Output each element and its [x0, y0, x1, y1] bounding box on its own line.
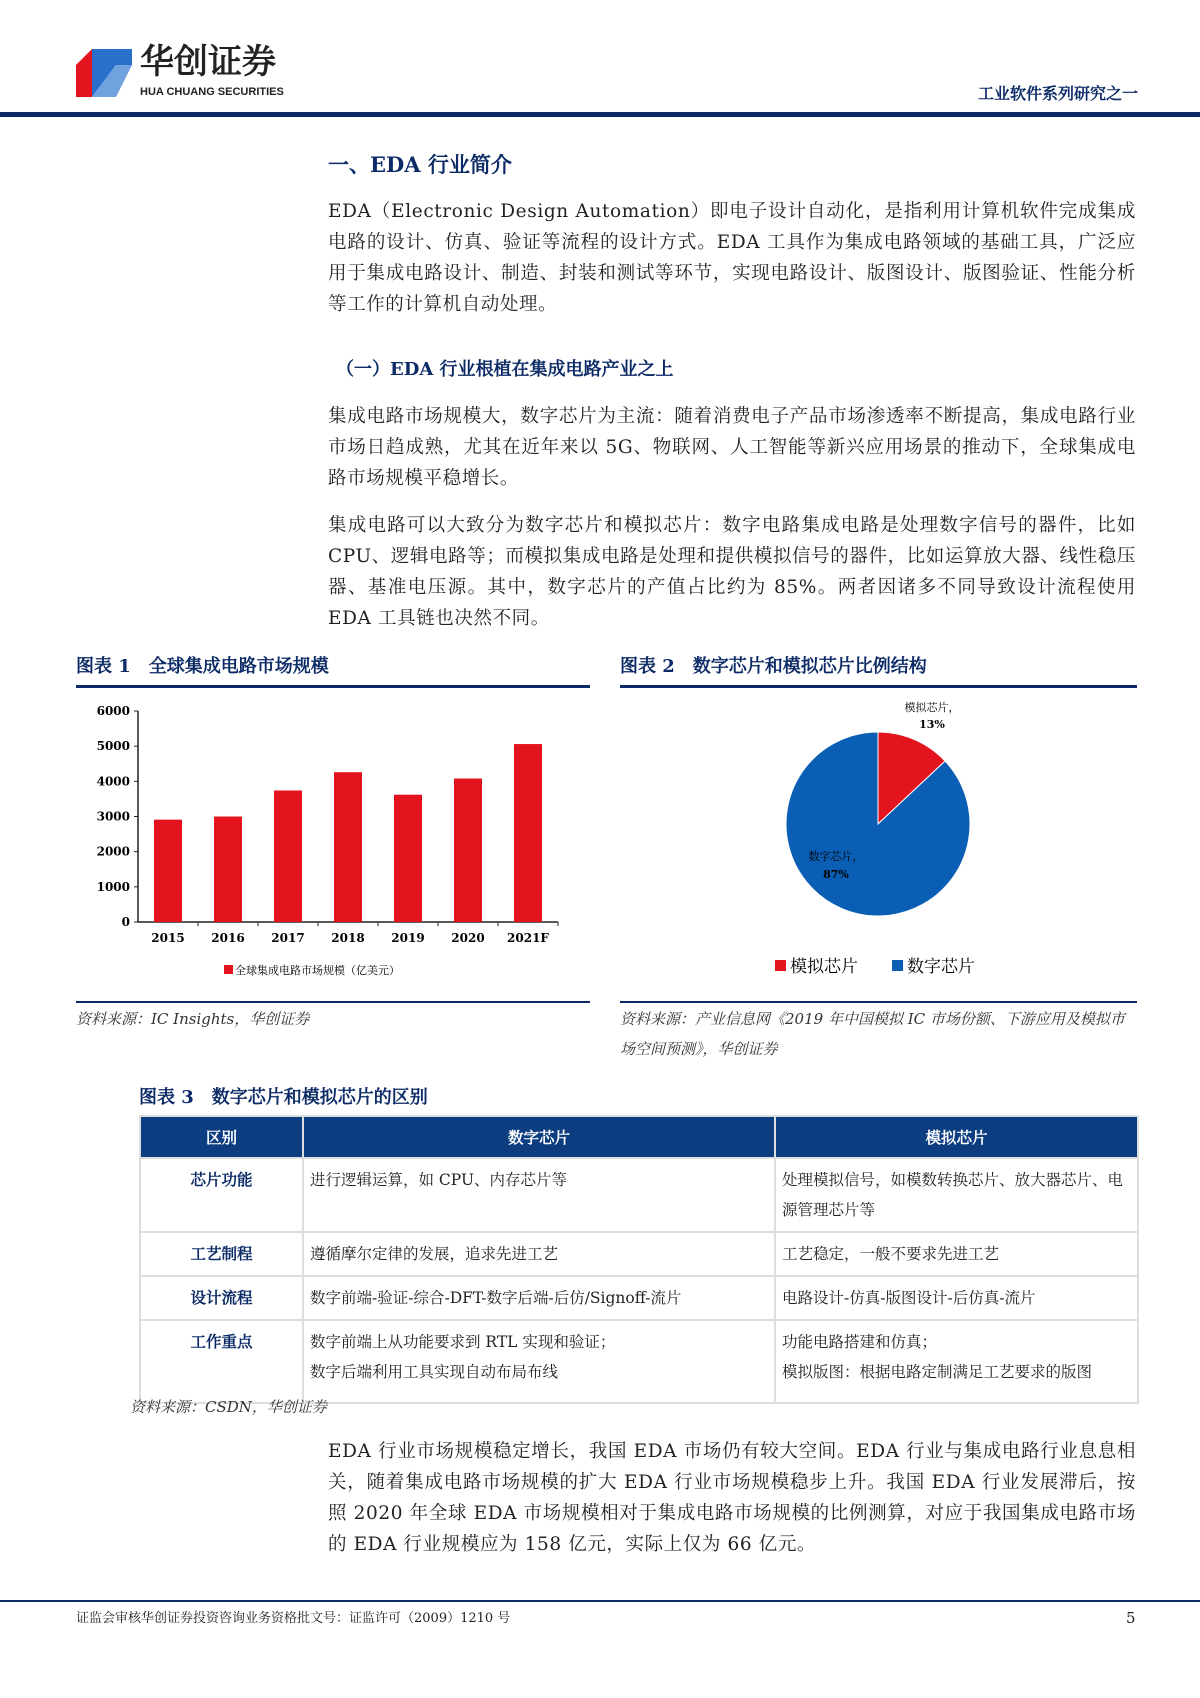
- table-row: [140, 1232, 1138, 1276]
- x-tick-label: 2019: [391, 931, 425, 945]
- analog-cell: [775, 1276, 1138, 1320]
- header-analog: 模拟芯片: [775, 1116, 1138, 1158]
- bar-2017: [274, 790, 302, 922]
- legend-swatch-digital: [892, 960, 903, 971]
- figure-2-title: 图表 2 数字芯片和模拟芯片比例结构: [620, 655, 1137, 688]
- paragraph-1: 集成电路市场规模大，数字芯片为主流：随着消费电子产品市场渗透率不断提高，集成电路行业市场日趋成熟，尤其在近年来以 5G、物联网、人工智能等新兴应用场景的推动下，全球集成电路市场规模平稳增长。: [328, 406, 1136, 489]
- logo-name: 华创证券: [140, 42, 276, 82]
- analog-cell: [775, 1158, 1138, 1232]
- legend-label: 全球集成电路市场规模（亿美元）: [235, 964, 400, 977]
- page-number: 5: [1126, 1609, 1136, 1627]
- y-tick-label: 2000: [96, 844, 130, 859]
- subsection-title: （一）EDA 行业根植在集成电路产业之上: [336, 359, 674, 380]
- table-row: [140, 1276, 1138, 1320]
- series-title: 工业软件系列研究之一: [977, 84, 1138, 103]
- cell-line: 数字后端利用工具实现自动布局布线: [310, 1363, 559, 1381]
- footer-divider: [0, 1600, 1200, 1602]
- bar-2018: [334, 772, 362, 922]
- logo-mark-icon: [76, 43, 132, 99]
- header-difference: 区别: [140, 1116, 303, 1158]
- cell-line: 进行逻辑运算，如 CPU、内存芯片等: [310, 1171, 568, 1189]
- digital-slice-pct: 87%: [823, 868, 849, 881]
- bar-2021F: [514, 744, 542, 922]
- analog-slice-label: 模拟芯片，: [904, 701, 960, 714]
- body-paragraph-2: [328, 510, 1136, 634]
- bar-2019: [394, 795, 422, 922]
- paragraph-2: 集成电路可以大致分为数字芯片和模拟芯片：数字电路集成电路是处理数字信号的器件，比如 CPU、逻辑电路等；而模拟集成电路是处理和提供模拟信号的器件，比如运算放大器、线性稳压器、基准电压源。其中，数字芯片的产值占比约为 85%。两者因诸多不同导致设计流程使用 EDA 工具链也决然不同。: [328, 515, 1136, 629]
- header-digital: 数字芯片: [303, 1116, 775, 1158]
- digital-cell: [303, 1232, 775, 1276]
- figure-1-rule: [76, 1001, 590, 1003]
- row-label: 设计流程: [140, 1276, 303, 1320]
- bar-chart: [76, 695, 590, 995]
- cell-line: 功能电路搭建和仿真；: [782, 1333, 938, 1351]
- table-source: 资料来源：CSDN，华创证券: [130, 1398, 327, 1416]
- cell-line: 模拟版图：根据电路定制满足工艺要求的版图: [782, 1363, 1093, 1381]
- x-tick-label: 2020: [451, 931, 485, 945]
- digital-cell: [303, 1320, 775, 1403]
- x-tick-label: 2015: [151, 931, 185, 945]
- cell-line: 数字前端-验证-综合-DFT-数字后端-后仿/Signoff-流片: [310, 1289, 682, 1307]
- footer-license: 证监会审核华创证券投资咨询业务资格批文号：证监许可（2009）1210 号: [76, 1611, 511, 1626]
- analog-cell: [775, 1232, 1138, 1276]
- bar-2015: [154, 820, 182, 922]
- y-tick-label: 1000: [96, 879, 130, 894]
- digital-cell: [303, 1158, 775, 1232]
- table-title: 图表 3 数字芯片和模拟芯片的区别: [139, 1087, 428, 1108]
- y-tick-label: 4000: [96, 774, 130, 789]
- y-tick-label: 6000: [96, 704, 130, 718]
- x-tick-label: 2018: [331, 931, 365, 945]
- analog-cell: [775, 1320, 1138, 1403]
- logo-name-en: HUA CHUANG SECURITIES: [140, 86, 284, 98]
- table-row: [140, 1158, 1138, 1232]
- analog-slice-pct: 13%: [919, 718, 945, 731]
- x-tick-label: 2016: [211, 931, 245, 945]
- legend-swatch-analog: [775, 960, 786, 971]
- cell-line: 工艺稳定，一般不要求先进工艺: [782, 1245, 1000, 1263]
- section-title: 一、EDA 行业简介: [328, 152, 512, 177]
- cell-line: 电路设计-仿真-版图设计-后仿真-流片: [782, 1289, 1036, 1307]
- x-tick-label: 2021F: [507, 931, 549, 945]
- figure-2-source: 资料来源：产业信息网《2019 年中国模拟 IC 市场份额、下游应用及模拟市场空间预测》，华创证券: [620, 1010, 1125, 1058]
- row-label: 工艺制程: [140, 1232, 303, 1276]
- cell-line: 遵循摩尔定律的发展，追求先进工艺: [310, 1245, 559, 1263]
- figure-1-source: 资料来源：IC Insights，华创证券: [76, 1010, 310, 1028]
- legend-swatch: [224, 965, 233, 974]
- y-tick-label: 0: [121, 915, 130, 929]
- closing-paragraph: [328, 1436, 1136, 1560]
- cell-line: 数字前端上从功能要求到 RTL 实现和验证；: [310, 1333, 616, 1351]
- digital-cell: [303, 1276, 775, 1320]
- pie-chart: [620, 695, 1137, 995]
- y-tick-label: 5000: [96, 739, 130, 754]
- figure-1-title: 图表 1 全球集成电路市场规模: [76, 655, 590, 688]
- cell-line: 处理模拟信号，如模数转换芯片、放大器芯片、电源管理芯片等: [782, 1171, 1124, 1219]
- x-tick-label: 2017: [271, 931, 305, 945]
- legend-label-analog: 模拟芯片: [790, 957, 858, 977]
- legend-label-digital: 数字芯片: [907, 957, 975, 977]
- row-label: 工作重点: [140, 1320, 303, 1403]
- figure-2-rule: [620, 1001, 1137, 1003]
- comparison-table: [139, 1115, 1139, 1404]
- y-tick-label: 3000: [96, 809, 130, 824]
- bar-2016: [214, 817, 242, 923]
- body-paragraph-1: [328, 401, 1136, 494]
- intro-text: EDA（Electronic Design Automation）即电子设计自动化，是指利用计算机软件完成集成电路的设计、仿真、验证等流程的设计方式。EDA 工具作为集成电路领域的基础工具，广泛应用于集成电路设计、制造、封装和测试等环节，实现电路设计、版图设计、版图验证、性能分析等工作的计算机自动处理。: [328, 201, 1136, 315]
- bar-2020: [454, 779, 482, 922]
- digital-slice-label: 数字芯片，: [808, 850, 864, 863]
- paragraph-3: EDA 行业市场规模稳定增长，我国 EDA 市场仍有较大空间。EDA 行业与集成电路行业息息相关，随着集成电路市场规模的扩大 EDA 行业市场规模稳步上升。我国 EDA 行业发展滞后，按照 2020 年全球 EDA 市场规模相对于集成电路市场规模的比例测算，对应于我国集成电路市场的 EDA 行业规模应为 158 亿元，实际上仅为 66 亿元。: [328, 1441, 1136, 1555]
- table-row: [140, 1320, 1138, 1403]
- intro-paragraph: [328, 196, 1136, 320]
- header-divider: [0, 112, 1200, 117]
- row-label: 芯片功能: [140, 1158, 303, 1232]
